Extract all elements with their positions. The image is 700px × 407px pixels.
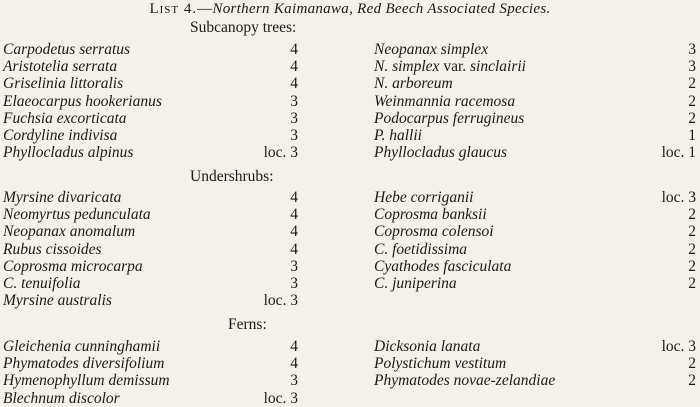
species-name [3, 338, 160, 355]
species-row [3, 241, 298, 258]
species-row [374, 93, 696, 110]
species-name [374, 241, 467, 258]
species-name-text: C. foetidissima [374, 240, 468, 258]
species-name [3, 223, 135, 240]
species-row [374, 223, 696, 240]
abundance-value: 3 [290, 274, 298, 292]
species-name-text: Weinmannia racemosa [374, 92, 516, 110]
species-name-text: N. simplex [374, 58, 440, 76]
abundance-value: 2 [688, 206, 696, 224]
species-row [374, 110, 696, 127]
species-name-text: Myrsine divaricata [3, 189, 122, 206]
species-row [374, 58, 696, 75]
species-name [3, 275, 81, 292]
species-name-text: Hebe corriganii [374, 189, 474, 206]
species-row [374, 355, 696, 372]
abundance-value: 4 [290, 189, 298, 206]
species-row [374, 127, 696, 144]
species-name-text: Rubus cissoides [3, 240, 102, 258]
species-name [3, 241, 102, 258]
list-subtitle: Northern Kaimanawa, Red Beech Associated Species. [212, 1, 551, 17]
species-name-text: Neopanax anomalum [3, 223, 136, 241]
section-heading-undershrubs: Undershrubs: [190, 168, 274, 185]
abundance-value: 3 [290, 92, 298, 110]
species-row [3, 110, 298, 127]
species-name-text: Phymatodes diversifolium [3, 355, 165, 373]
species-name [3, 110, 127, 127]
species-row [374, 258, 696, 275]
species-name [374, 275, 457, 292]
species-row [374, 338, 696, 355]
species-name-text: N. arboreum [374, 75, 453, 93]
species-name [374, 58, 526, 75]
abundance-value: 4 [290, 240, 298, 258]
species-name [3, 93, 162, 110]
species-name-text: C. tenuifolia [3, 274, 81, 292]
species-name [374, 127, 422, 144]
abundance-value: 3 [688, 58, 696, 76]
species-name-text: Griselinia littoralis [3, 75, 124, 93]
subcanopy-right-column [374, 41, 696, 161]
species-name-text: Fuchsia excorticata [3, 109, 127, 127]
species-row [374, 206, 696, 223]
species-name-text: Coprosma microcarpa [3, 257, 143, 275]
species-name-text: Neopanax simplex [374, 41, 489, 58]
species-row [3, 292, 298, 309]
title-dash: — [197, 1, 213, 17]
species-name [374, 206, 487, 223]
undershrubs-left-column [3, 189, 298, 309]
abundance-value: loc. 3 [661, 338, 696, 355]
species-name-text: Hymenophyllum demissum [3, 372, 170, 390]
abundance-value: 2 [688, 223, 696, 241]
species-name-text: Phyllocladus glaucus [374, 144, 508, 162]
species-row [3, 390, 298, 407]
species-row [3, 206, 298, 223]
species-row [374, 241, 696, 258]
species-name-text: Aristotelia serrata [3, 58, 118, 76]
species-row [374, 41, 696, 58]
species-name-text: P. hallii [374, 126, 422, 144]
abundance-value: 3 [290, 372, 298, 390]
abundance-value: loc. 3 [263, 292, 298, 310]
abundance-value: 3 [290, 126, 298, 144]
species-name-text: Cyathodes fasciculata [374, 257, 512, 275]
species-name-text: Phymatodes novae-zelandiae [374, 372, 556, 390]
species-row [374, 144, 696, 161]
list-label: List 4. [149, 1, 198, 17]
abundance-value: 4 [290, 355, 298, 373]
abundance-value: loc. 3 [263, 144, 298, 162]
species-name [3, 355, 164, 372]
abundance-value: 2 [688, 257, 696, 275]
abundance-value: 2 [688, 372, 696, 390]
species-name [374, 355, 506, 372]
species-row [3, 58, 298, 75]
species-name [374, 338, 480, 355]
species-row [374, 189, 696, 206]
abundance-value: 4 [290, 41, 298, 58]
subcanopy-left-column [3, 41, 298, 161]
species-row [3, 93, 298, 110]
species-row [3, 275, 298, 292]
species-name [3, 206, 151, 223]
species-qualifier: var. [439, 58, 470, 76]
species-name-text: Blechnum discolor [3, 389, 120, 407]
species-name [374, 372, 555, 389]
abundance-value: 3 [290, 109, 298, 127]
species-name [374, 223, 494, 240]
species-name-text: Dicksonia lanata [374, 338, 481, 355]
species-name-text: Elaeocarpus hookerianus [3, 92, 162, 110]
species-name [3, 372, 170, 389]
species-row [3, 144, 298, 161]
abundance-value: 2 [688, 92, 696, 110]
ferns-right-column [374, 338, 696, 390]
abundance-value: 2 [688, 109, 696, 127]
section-heading-subcanopy-trees: Subcanopy trees: [190, 19, 297, 36]
species-name [374, 110, 524, 127]
species-name-text: Coprosma colensoi [374, 223, 494, 241]
species-name [374, 75, 453, 92]
abundance-value: 4 [290, 58, 298, 76]
list-title [0, 1, 700, 18]
species-name-text: Gleichenia cunninghamii [3, 338, 161, 355]
species-name-text: Coprosma banksii [374, 206, 487, 224]
abundance-value: 3 [290, 257, 298, 275]
species-name [374, 144, 507, 161]
species-name [3, 127, 117, 144]
species-name [3, 390, 120, 407]
species-name [3, 258, 143, 275]
species-name [374, 258, 511, 275]
abundance-value: 2 [688, 355, 696, 373]
abundance-value: loc. 1 [661, 144, 696, 162]
abundance-value: 2 [688, 274, 696, 292]
species-variety: sinclairii [470, 58, 526, 76]
species-name-text: Podocarpus ferrugineus [374, 109, 525, 127]
species-row [3, 338, 298, 355]
species-name-text: Phyllocladus alpinus [3, 144, 134, 162]
species-name [374, 93, 515, 110]
species-name-text: Neomyrtus pedunculata [3, 206, 151, 224]
ferns-left-column [3, 338, 298, 407]
abundance-value: 4 [290, 75, 298, 93]
species-row [374, 275, 696, 292]
species-name-text: Myrsine australis [3, 292, 112, 310]
abundance-value: 3 [688, 41, 696, 58]
abundance-value: 4 [290, 338, 298, 355]
abundance-value: 4 [290, 206, 298, 224]
species-row [3, 127, 298, 144]
species-name [374, 41, 488, 58]
species-row [3, 189, 298, 206]
species-row [3, 223, 298, 240]
abundance-value: 1 [688, 126, 696, 144]
species-name [374, 189, 473, 206]
species-name-text: Cordyline indivisa [3, 126, 118, 144]
species-name [3, 75, 123, 92]
species-name-text: Carpodetus serratus [3, 41, 131, 58]
section-heading-ferns: Ferns: [228, 316, 267, 333]
species-row [3, 41, 298, 58]
species-name [3, 144, 133, 161]
abundance-value: 2 [688, 240, 696, 258]
species-name-text: C. juniperina [374, 274, 457, 292]
species-row [3, 258, 298, 275]
abundance-value: loc. 3 [661, 189, 696, 206]
species-name-text: Polystichum vestitum [374, 355, 507, 373]
species-row [3, 355, 298, 372]
species-row [374, 75, 696, 92]
species-name [3, 41, 130, 58]
species-name [3, 189, 121, 206]
species-row [374, 372, 696, 389]
species-name [3, 58, 117, 75]
abundance-value: 4 [290, 223, 298, 241]
abundance-value: loc. 3 [263, 389, 298, 407]
species-row [3, 75, 298, 92]
species-name [3, 292, 112, 309]
abundance-value: 2 [688, 75, 696, 93]
species-row [3, 372, 298, 389]
undershrubs-right-column [374, 189, 696, 292]
